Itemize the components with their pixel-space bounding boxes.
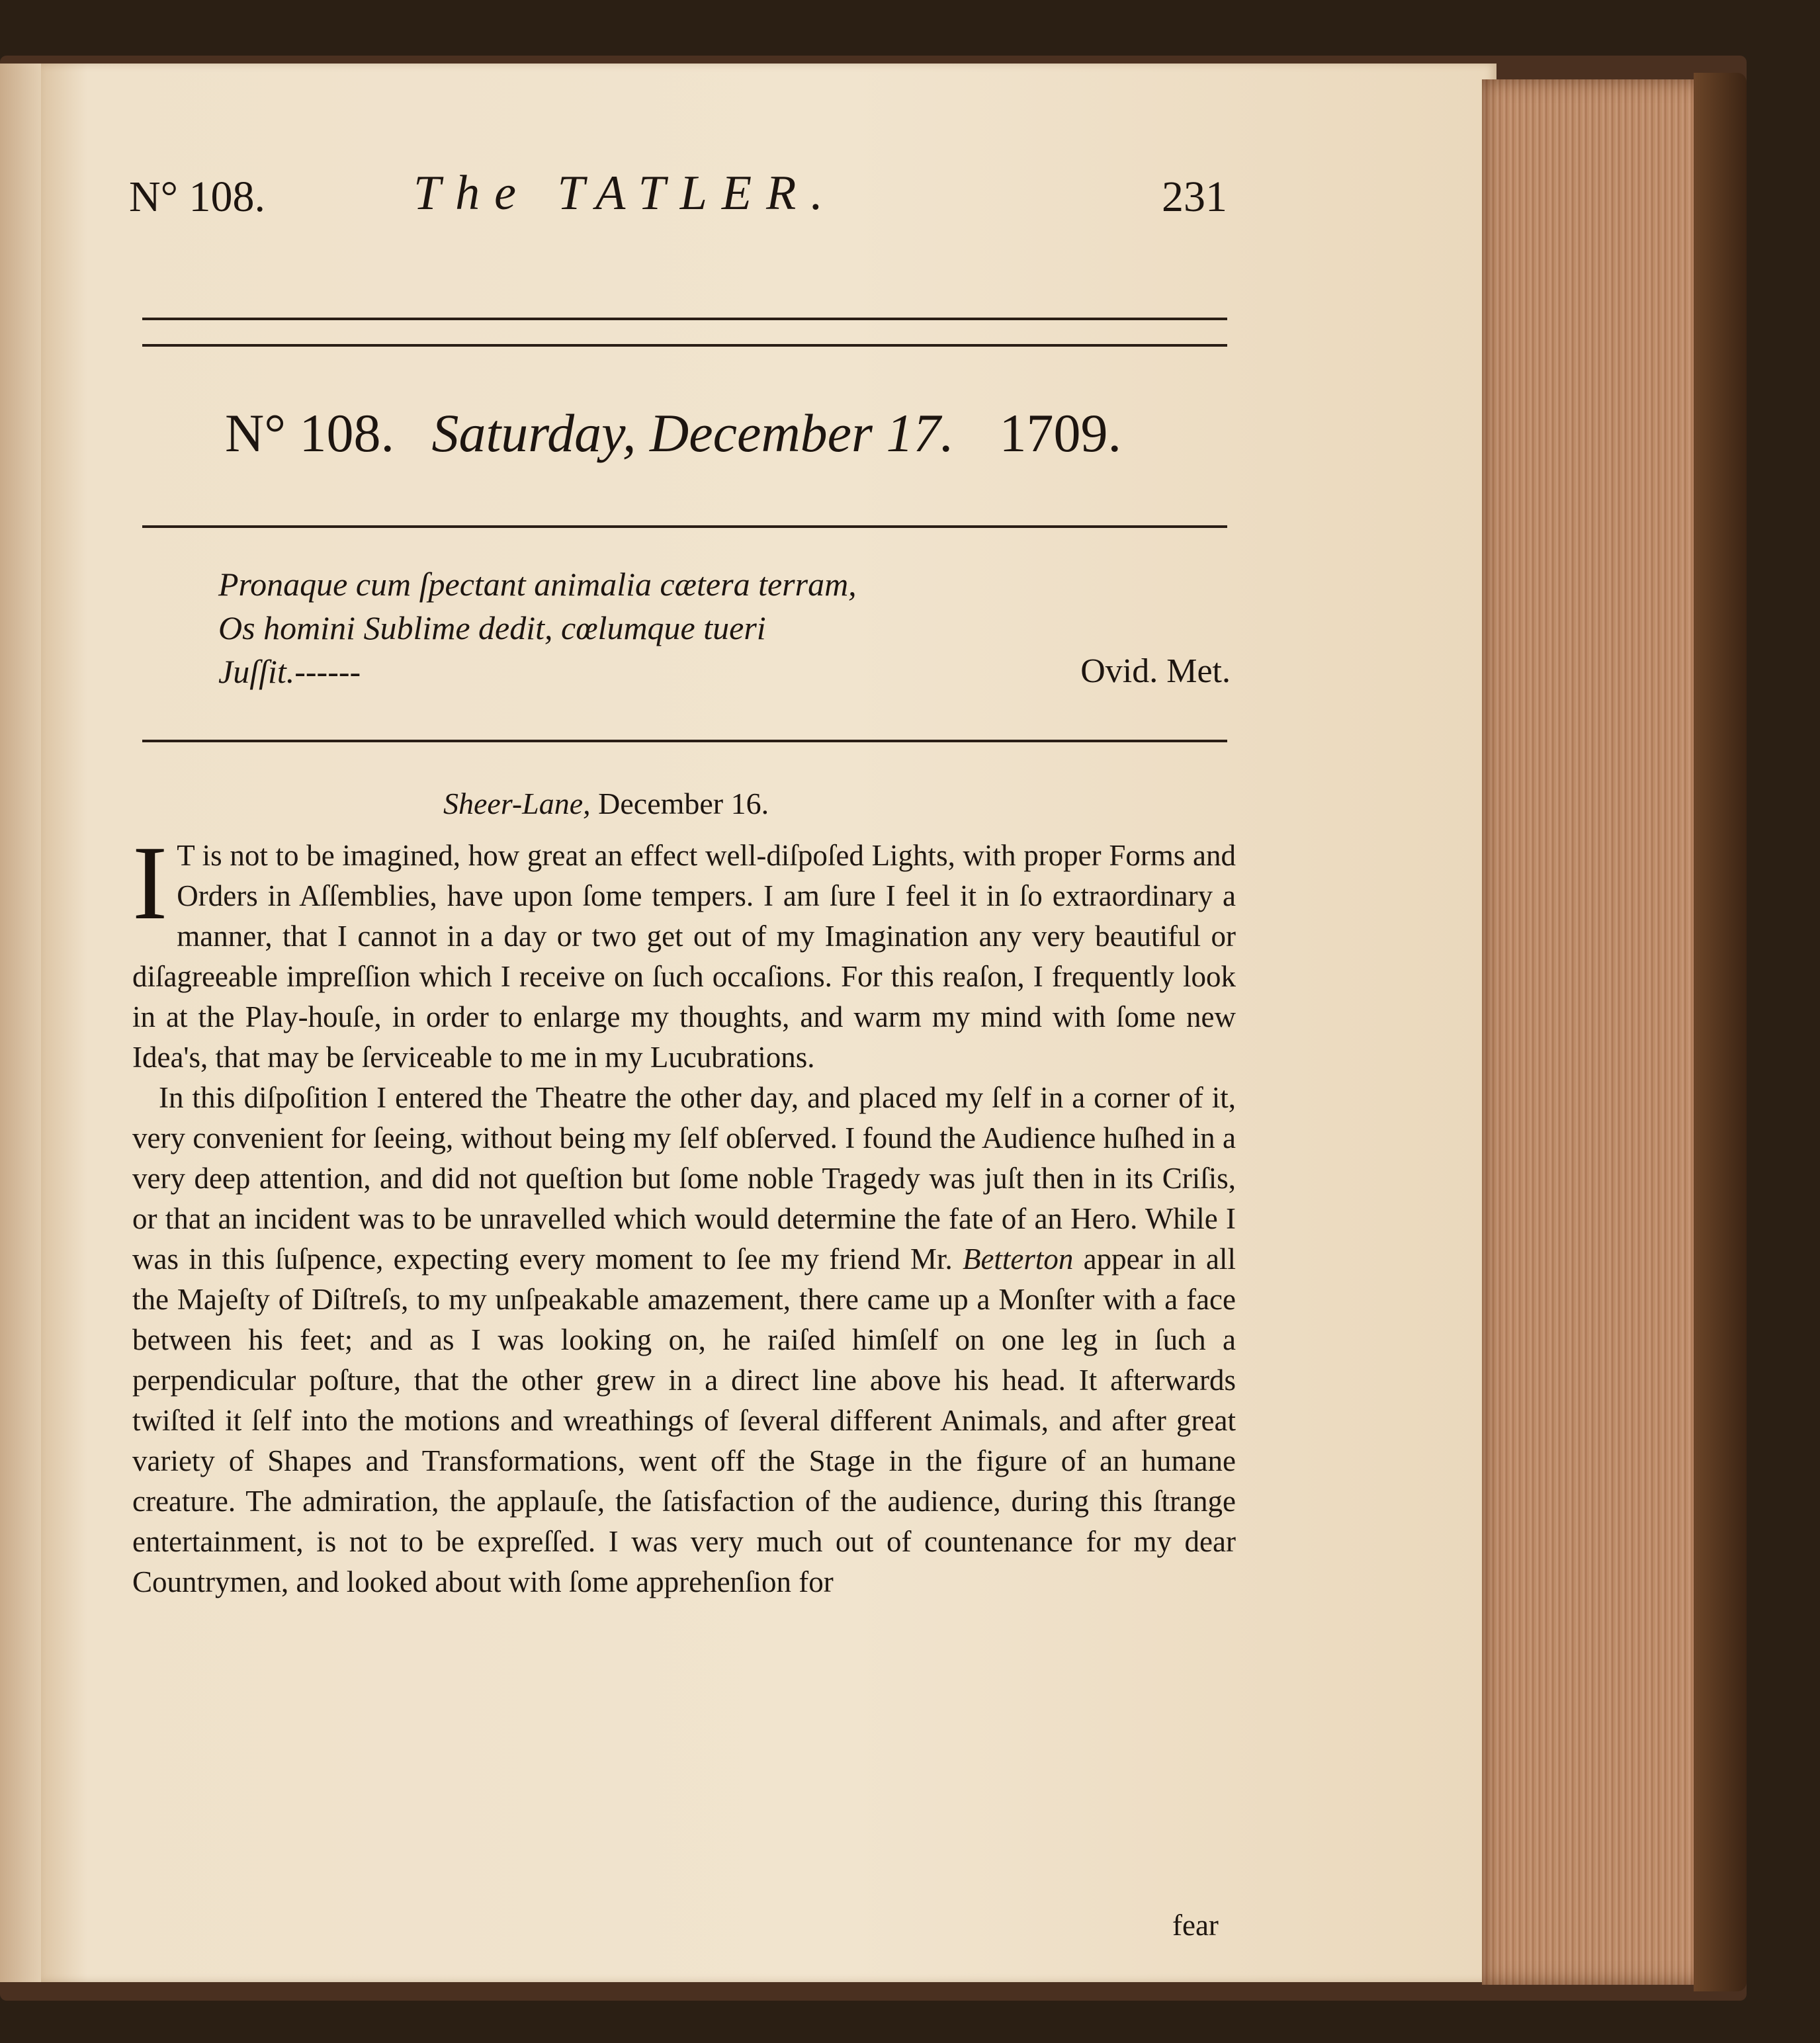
paragraph-text: appear in all the Majeſty of Diſtreſs, to my unſpeakable amazement, there came up a Monſter with a face between his feet; and as I was looking on, he raiſed himſelf on one leg in ſuch a perpendicular poſture, that the other grew in a direct line above his head. It afterwards twiſted it ſelf into the motions and wreathings of ſeveral different Animals, and after great variety of Shapes and Transformations, went off the Stage in the figure of an humane creature. The admiration, the applauſe, the ſatisfaction of the audience, during this ſtrange entertainment, is not to be expreſſed. I was very much out of countenance for my dear Countrymen, and looked about with ſome apprehenſion for <box>132 1242 1236 1598</box>
running-head-title: The TATLER. <box>413 166 838 220</box>
paragraph <box>132 824 1236 1078</box>
motto <box>218 562 1231 693</box>
left-page-edge <box>0 64 41 1982</box>
catchword: fear <box>1172 1909 1219 1942</box>
motto-line: Juſſit.------ <box>218 653 361 690</box>
dateline <box>443 786 769 821</box>
paragraph-text: In this diſpoſition I entered the Theatre the other day, and placed my ſelf in a corner of it, very convenient for ſeeing, without being my ſelf obſerved. I found the Audience huſhed in a very deep attention, and did not queſtion but ſome noble Tragedy was juſt then in its Criſis, or that an incident was to be unravelled which would determine the fate of an Hero. While I was in this ſuſpence, expecting every moment to ſee my friend Mr. <box>132 1081 1236 1276</box>
issue-number: N° 108. <box>225 403 395 463</box>
page-number: 231 <box>1162 173 1227 221</box>
drop-cap: I <box>132 824 168 941</box>
rule-under-heading <box>142 525 1227 528</box>
rule-under-motto <box>142 740 1227 742</box>
rule-top-2 <box>142 344 1227 347</box>
motto-line: Os homini Sublime dedit, cœlumque tueri <box>218 609 766 646</box>
italic-name: Betterton <box>962 1242 1074 1276</box>
running-head-number: N° 108. <box>129 173 266 221</box>
running-head <box>129 165 1227 238</box>
paragraph-text: T is not to be imagined, how great an effect well-diſpoſed Lights, with proper Forms and Orders in Aſſemblies, have upon ſome tempers. I am ſure I feel it in ſo extraordinary a manner, that I cannot in a day or two get out of my Imagination any very beautiful or diſagreeable impreſſion which I receive on ſuch occaſions. For this reaſon, I frequently look in at the Play-houſe, in order to enlarge my thoughts, and warm my mind with ſome new Idea's, that may be ſerviceable to me in my Lucubrations. <box>132 839 1236 1074</box>
dateline-place: Sheer-Lane, <box>443 787 591 820</box>
paragraph <box>132 1078 1236 1602</box>
book-cover-edge <box>1694 73 1747 1991</box>
motto-attribution: Ovid. Met. <box>1080 652 1231 690</box>
motto-line: Pronaque cum ſpectant animalia cætera terram, <box>218 566 857 603</box>
issue-year: 1709. <box>999 403 1121 463</box>
issue-date: Saturday, December 17. <box>431 403 954 463</box>
body-text <box>132 824 1236 1602</box>
rule-top-1 <box>142 318 1227 320</box>
page-fore-edge <box>1482 79 1720 1985</box>
issue-heading <box>225 402 1217 464</box>
dateline-date: December 16. <box>598 787 769 820</box>
